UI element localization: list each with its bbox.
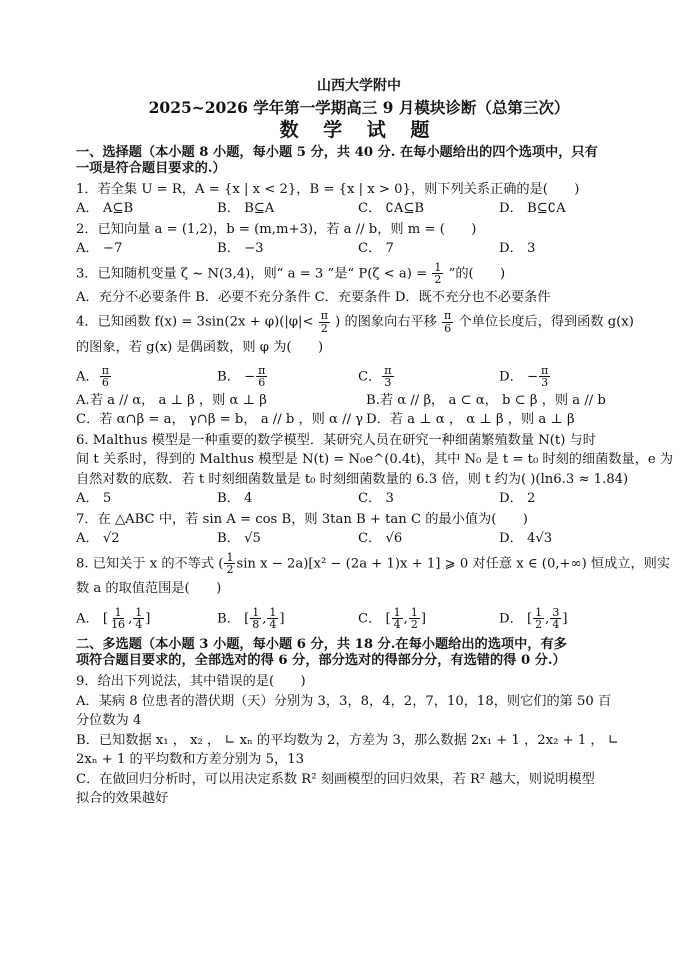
question-9-option-a-line1: A．某病 8 位患者的潜伏期（天）分别为 3，3，8，4，2，7，10，18，则它们的第 50 百 [76, 694, 612, 710]
interval-low [533, 607, 544, 631]
frac-num: 1 [114, 605, 122, 619]
question-3-stem [76, 262, 642, 286]
question-6-line1: 6. Malthus 模型是一种重要的数学模型．某研究人员在研究一种细菌繁殖数量 N(t) 与时 [76, 432, 596, 448]
question-8-options [76, 607, 642, 631]
frac-den: 3 [541, 376, 549, 390]
question-1 [76, 182, 642, 218]
interval-low [250, 607, 261, 631]
question-9-option-b-line2: 2xₙ + 1 的平均数和方差分别为 5，13 [76, 751, 304, 767]
frac-num: 1 [252, 605, 260, 619]
frac-den: 3 [384, 376, 392, 390]
question-9-option-c-line1: C．在做回归分析时，可以用决定系数 R² 刻画模型的回归效果，若 R² 越大，则说明模型 [76, 772, 595, 788]
question-8-stem-b: sin x − 2a)[x² − (2a + 1)x + 1] ⩾ 0 对任意 x ∈ (0,+∞) 恒成立，则实 [236, 556, 671, 572]
option-fraction [100, 365, 111, 389]
exam-title: 数 学 试 题 [279, 118, 439, 141]
question-2 [76, 222, 642, 258]
question-3-stem-b: ”的( ) [448, 266, 506, 282]
question-9-option-c-line2: 拟合的效果越好 [76, 790, 169, 806]
comma: , [128, 611, 133, 627]
frac-num: 1 [226, 550, 234, 564]
option-a: A． 5 [76, 491, 112, 507]
question-3 [76, 262, 642, 307]
question-1-stem: 1．若全集 U = R，A = {x | x < 2}，B = {x | x > 0}，则下列关系正确的是( ) [76, 181, 580, 197]
frac-den: 4 [269, 618, 277, 632]
question-4-stem-b: ) 的图象向右平移 [335, 314, 437, 330]
option-c [358, 365, 499, 389]
exam-subtitle: 2025~2026 学年第一学期高三 9 月模块诊断（总第三次） [148, 97, 570, 117]
question-4-stem-line2: 的图象，若 g(x) 是偶函数，则 φ 为( ) [76, 340, 324, 356]
frac-den: 6 [258, 376, 266, 390]
option-d: D． 2 [499, 491, 536, 507]
question-4 [76, 310, 642, 389]
question-3-options: A．充分不必要条件 B．必要不充分条件 C．充要条件 D．既不充分也不必要条件 [76, 289, 551, 305]
option-c [358, 607, 499, 631]
option-b [217, 607, 358, 631]
bracket-open: C． [ [358, 611, 391, 627]
option-c: C．若 α∩β = a， γ∩β = b， a // b ，则 α // γ [76, 412, 364, 428]
question-8-stem-line2: 数 a 的取值范围是( ) [76, 581, 222, 596]
option-a [76, 365, 217, 389]
bracket-open: A． [ [76, 611, 109, 627]
frac-den: 16 [111, 618, 126, 632]
frac-num: 1 [269, 605, 277, 619]
frac-den: 2 [320, 321, 328, 335]
frac-num: π [101, 363, 109, 377]
frac-den: 6 [444, 321, 452, 335]
question-5-row1 [76, 393, 642, 410]
option-c: C． 3 [358, 491, 394, 507]
frac-num: π [541, 363, 549, 377]
question-7-options [76, 531, 642, 548]
frac-den: 4 [393, 618, 401, 632]
option-d [499, 365, 640, 389]
question-4-stem-c: 个单位长度后，得到函数 g(x) [458, 314, 634, 330]
frac-num: π [258, 363, 266, 377]
frac-den: 2 [535, 618, 543, 632]
interval-low [109, 607, 127, 631]
question-5 [76, 393, 642, 429]
option-label: D． − [499, 369, 539, 385]
option-label: C． [358, 369, 382, 385]
bracket-open: B． [ [217, 611, 250, 627]
comma: , [545, 611, 550, 627]
bracket-close: ] [145, 611, 151, 627]
option-b: B． √5 [217, 531, 261, 547]
interval-high [550, 607, 561, 631]
option-label: A． [76, 369, 99, 385]
option-a: A． −7 [76, 241, 123, 257]
question-2-stem: 2．已知向量 a = (1,2)，b = (m,m+3)，若 a // b，则 m = ( ) [76, 221, 477, 237]
section1-heading-line1: 一、选择题（本小题 8 小题，每小题 5 分，共 40 分. 在每小题给出的四个选项中，只有 [76, 144, 598, 160]
option-label: B． − [217, 369, 256, 385]
frac-den: 2 [226, 563, 234, 577]
frac-num: 1 [434, 260, 442, 274]
section1-heading-line2: 一项是符合题目要求的.） [76, 161, 226, 177]
question-7 [76, 512, 642, 548]
question-4-stem-a: 4．已知函数 f(x) = 3sin(2x + φ)(|φ|< [76, 314, 314, 330]
interval-high [409, 607, 420, 631]
comma: , [403, 611, 408, 627]
question-4-options [76, 365, 642, 389]
question-5-row2 [76, 412, 642, 429]
frac-num: π [384, 363, 392, 377]
option-a [76, 607, 217, 631]
interval-low [392, 607, 403, 631]
option-c: C． ∁A⊆B [358, 201, 425, 217]
section2-heading-line1: 二、多选题（本小题 3 小题，每小题 6 分，共 18 分.在每小题给出的选项中，有多 [76, 636, 567, 652]
frac-num: 1 [535, 605, 543, 619]
question-4-stem-line1 [76, 310, 642, 334]
bracket-close: ] [562, 611, 568, 627]
option-a: A.若 a // α， a ⊥ β ，则 α ⊥ β [76, 392, 267, 408]
frac-num: π [444, 309, 452, 323]
option-b: B． −3 [217, 241, 264, 257]
question-8-stem-a: 8. 已知关于 x 的不等式 ( [76, 556, 224, 572]
frac-num: 3 [552, 605, 560, 619]
question-1-options [76, 201, 642, 218]
fraction-one-half [432, 262, 443, 286]
section-single-choice-heading [76, 145, 642, 178]
frac-num: 1 [410, 605, 418, 619]
question-9-stem: 9．给出下列说法，其中错误的是( ) [76, 673, 306, 689]
section2-heading-line2: 项符合题目要求的，全部选对的得 6 分，部分选对的得部分分，有选错的得 0 分.） [76, 653, 566, 669]
bracket-close: ] [420, 611, 426, 627]
frac-den: 4 [135, 618, 143, 632]
frac-num: 1 [135, 605, 143, 619]
section-multiple-choice-heading [76, 637, 642, 670]
option-d: D． 4√3 [499, 531, 553, 547]
fraction-one-half [224, 552, 235, 576]
option-c: C． 7 [358, 241, 394, 257]
question-2-options [76, 241, 642, 258]
option-b [217, 365, 358, 389]
option-fraction [539, 365, 550, 389]
fraction-pi-over-2 [319, 310, 330, 334]
option-b: B． 4 [217, 491, 253, 507]
question-7-stem: 7．在 △ABC 中，若 sin A = cos B，则 3tan B + tan C 的最小值为( ) [76, 511, 528, 527]
option-b: B． B⊆A [217, 201, 275, 217]
question-3-stem-a: 3．已知随机变量 ζ ~ N(3,4)，则“ a = 3 ”是“ P(ζ < a) = [76, 266, 428, 282]
option-b: B.若 α // β， a ⊂ α， b ⊂ β ，则 a // b [366, 392, 606, 408]
option-fraction [382, 365, 393, 389]
interval-high [267, 607, 278, 631]
option-d: D． B⊆∁A [499, 201, 566, 217]
school-name: 山西大学附中 [317, 78, 401, 94]
option-a: A． A⊆B [76, 201, 134, 217]
question-6-line3: 自然对数的底数．若 t 时刻细菌数量是 t₀ 时刻细菌数量的 6.3 倍，则 t 约为( )(ln6.3 ≈ 1.84) [76, 471, 629, 487]
option-d: D．若 a ⊥ α ， α ⊥ β ，则 a ⊥ β [366, 412, 575, 428]
question-8-stem-line1 [76, 550, 671, 577]
frac-den: 4 [552, 618, 560, 632]
question-9-option-a-line2: 分位数为 4 [76, 712, 142, 728]
bracket-open: D． [ [499, 611, 533, 627]
question-8 [76, 550, 671, 632]
question-9-option-b-line1: B．已知数据 x₁ ， x₂ ， ∟ xₙ 的平均数为 2，方差为 3，那么数据 2x₁ + 1 ，2x₂ + 1 ， ∟ [76, 733, 619, 749]
bracket-close: ] [279, 611, 285, 627]
option-d [499, 607, 640, 631]
frac-den: 8 [252, 618, 260, 632]
question-6 [76, 432, 674, 508]
option-c: C． √6 [358, 531, 403, 547]
comma: , [262, 611, 267, 627]
frac-den: 6 [101, 376, 109, 390]
frac-num: 1 [393, 605, 401, 619]
option-fraction [256, 365, 267, 389]
frac-num: π [320, 309, 328, 323]
fraction-pi-over-6 [442, 310, 453, 334]
frac-den: 2 [410, 618, 418, 632]
frac-den: 2 [434, 273, 442, 287]
question-6-options [76, 491, 642, 508]
interval-high [133, 607, 144, 631]
option-a: A． √2 [76, 531, 120, 547]
question-6-line2: 间 t 关系时，得到的 Malthus 模型是 N(t) = N₀e^(0.4t)，其中 N₀ 是 t = t₀ 时刻的细菌数量，e 为 [76, 452, 674, 468]
question-9 [76, 674, 642, 808]
option-d: D． 3 [499, 241, 536, 257]
